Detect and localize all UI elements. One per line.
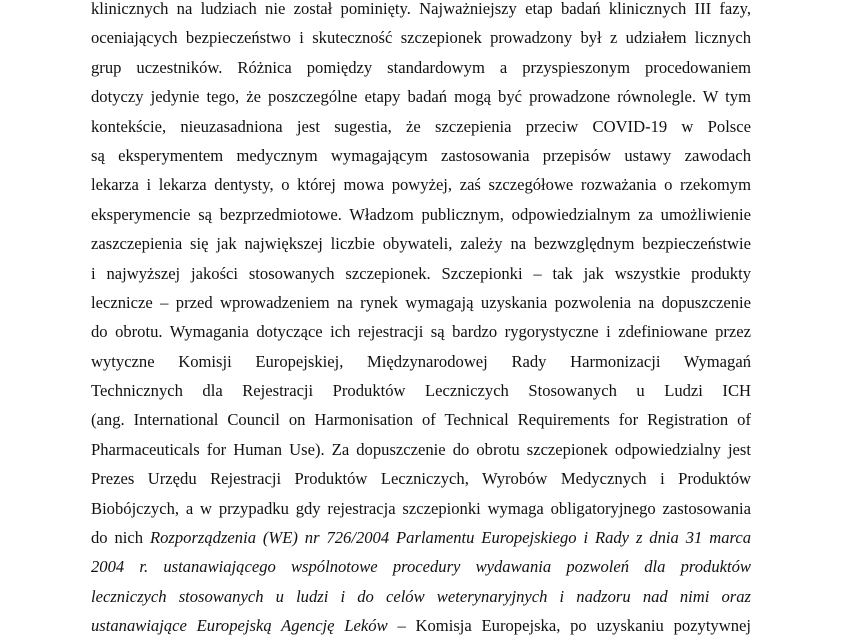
document-page — [91, 0, 751, 641]
text-line — [91, 288, 751, 317]
text-line — [91, 229, 751, 258]
text-segment: zaszczepienia się jak największej liczbie obywateli, zależy na bezwzględnym bezpieczeństwie — [91, 234, 751, 254]
text-line — [91, 82, 751, 111]
text-segment: i najwyższej jakości stosowanych szczepionek. Szczepionki – tak jak wszystkie produkty — [91, 263, 751, 283]
text-segment: Pharmaceuticals for Human Use). Za dopuszczenie do obrotu szczepionek odpowiedzialny jest — [91, 439, 751, 459]
text-line — [91, 552, 751, 581]
text-line — [91, 0, 751, 23]
text-segment: Biobójczych, a w przypadku gdy rejestracja szczepionki wymaga obligatoryjnego zastosowania — [91, 498, 751, 518]
text-segment: (ang. International Council on Harmonisation of Technical Requirements for Registration of — [91, 410, 751, 430]
text-segment: oceniających bezpieczeństwo i skuteczność szczepionek prowadzony był z udziałem licznych — [91, 28, 751, 48]
text-line — [91, 464, 751, 493]
text-segment: do obrotu. Wymagania dotyczące ich rejestracji są bardzo rygorystyczne i zdefiniowane przez — [91, 322, 751, 342]
text-segment: są eksperymentem medycznym wymagającym zastosowania przepisów ustawy zawodach — [91, 145, 751, 165]
text-segment: dotyczy jedynie tego, że poszczególne etapy badań mogą być prowadzone równolegle. W tym — [91, 87, 751, 107]
document-text — [91, 0, 751, 641]
text-line — [91, 200, 751, 229]
text-line — [91, 405, 751, 434]
italic-text-segment: Rozporządzenia (WE) nr 726/2004 Parlamentu Europejskiego i Rady z dnia 31 marca — [149, 528, 751, 548]
text-segment: klinicznych na ludziach nie został pominięty. Najważniejszy etap badań klinicznych III fazy, — [91, 0, 751, 18]
text-line — [91, 347, 751, 376]
text-line — [91, 494, 751, 523]
text-segment: do nich — [91, 528, 150, 548]
text-line — [91, 170, 751, 199]
text-line — [91, 376, 751, 405]
text-line — [91, 141, 751, 170]
text-segment: lecznicze – przed wprowadzeniem na rynek wymagają uzyskania pozwolenia na dopuszczenie — [91, 292, 751, 312]
text-segment: grup uczestników. Różnica pomiędzy standardowym a przyspieszonym procedowaniem — [91, 57, 751, 77]
text-segment: Technicznych dla Rejestracji Produktów Leczniczych Stosowanych u Ludzi ICH — [91, 381, 751, 401]
text-line — [91, 112, 751, 141]
text-segment: eksperymencie są bezprzedmiotowe. Władzom publicznym, odpowiedzialnym za umożliwienie — [91, 204, 751, 224]
italic-text-segment: leczniczych stosowanych u ludzi i do celów weterynaryjnych i nadzoru nad nimi oraz — [91, 586, 751, 606]
text-line — [91, 317, 751, 346]
text-segment: kontekście, nieuzasadniona jest sugestia, że szczepienia przeciw COVID-19 w Polsce — [91, 116, 751, 136]
text-segment: wytyczne Komisji Europejskiej, Międzynarodowej Rady Harmonizacji Wymagań — [91, 351, 751, 371]
italic-text-segment: ustanawiające Europejską Agencję Leków — [91, 616, 388, 636]
text-segment: Prezes Urzędu Rejestracji Produktów Leczniczych, Wyrobów Medycznych i Produktów — [91, 469, 751, 489]
text-segment: lekarza i lekarza dentysty, o której mowa powyżej, zaś szczegółowe rozważania o rzekomym — [91, 175, 751, 195]
text-segment: – Komisja Europejska, po uzyskaniu pozytywnej — [387, 616, 751, 636]
text-line — [91, 53, 751, 82]
text-line — [91, 523, 751, 552]
text-line — [91, 435, 751, 464]
text-line — [91, 23, 751, 52]
text-line — [91, 611, 751, 640]
text-line — [91, 259, 751, 288]
text-line — [91, 582, 751, 611]
italic-text-segment: 2004 r. ustanawiającego wspólnotowe procedury wydawania pozwoleń dla produktów — [91, 557, 751, 577]
